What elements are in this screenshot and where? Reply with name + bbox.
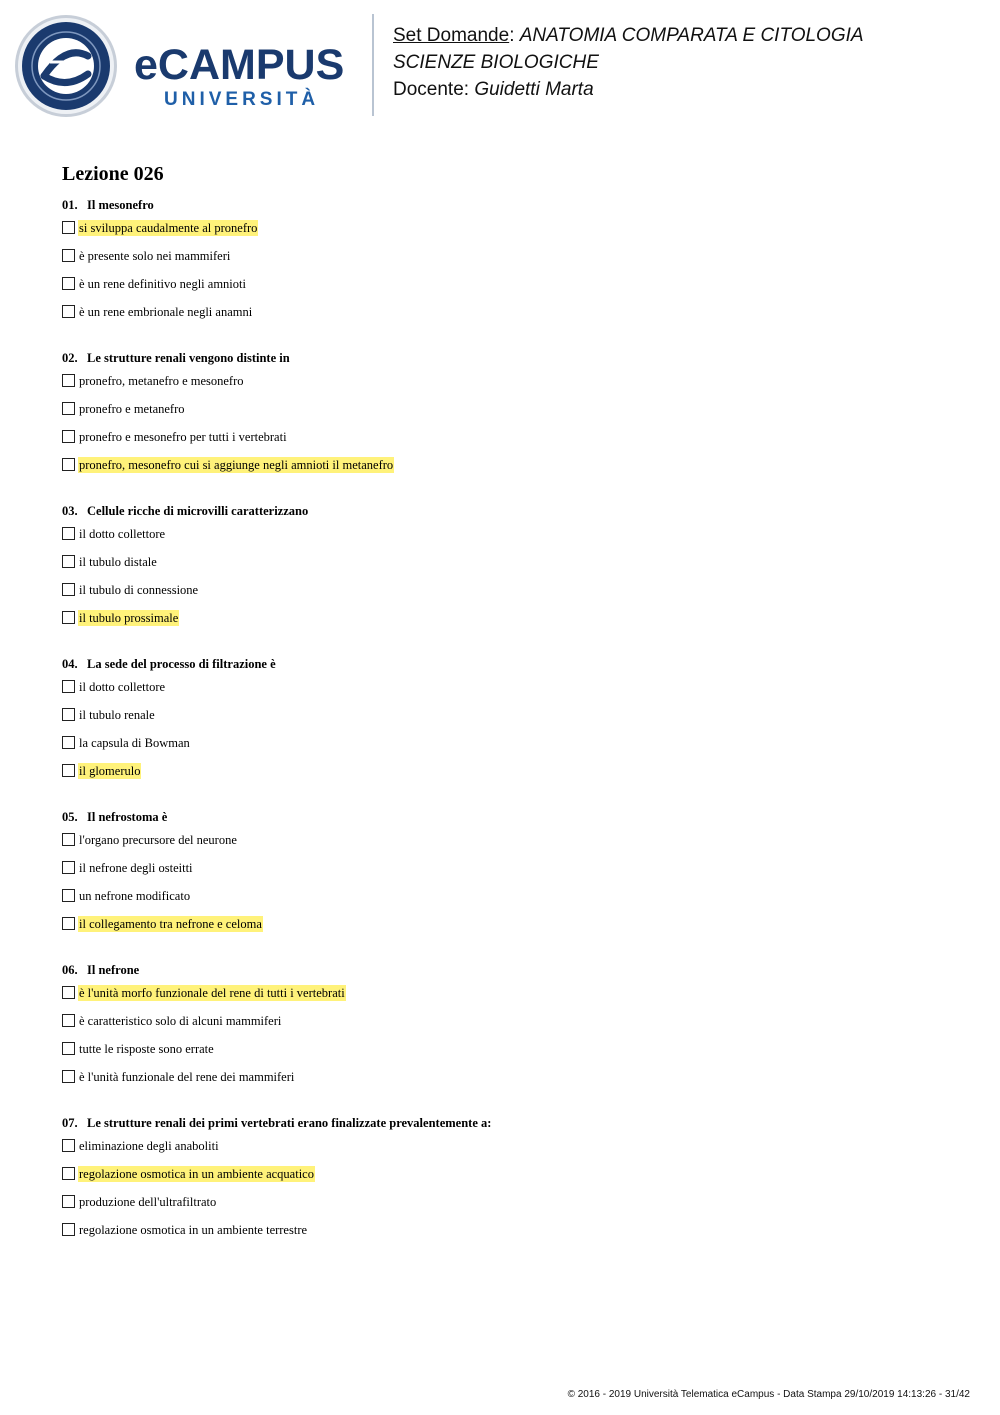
answer-text: è un rene embrionale negli anamni: [79, 305, 253, 319]
answer-text: tutte le risposte sono errate: [79, 1042, 214, 1056]
answer-option: [62, 888, 962, 916]
question-number: 07.: [62, 1116, 78, 1130]
page-footer: © 2016 - 2019 Università Telematica eCampus - Data Stampa 29/10/2019 14:13:26 - 31/42: [567, 1389, 970, 1400]
answer-text: è presente solo nei mammiferi: [79, 249, 231, 263]
question-heading: [62, 809, 962, 825]
answer-text: produzione dell'ultrafiltrato: [79, 1195, 217, 1209]
checkbox-icon[interactable]: [62, 708, 75, 721]
answer-text-highlighted: il tubulo prossimale: [79, 611, 179, 625]
checkbox-icon[interactable]: [62, 611, 75, 624]
answer-text: è un rene definitivo negli amnioti: [79, 277, 246, 291]
answer-text: pronefro e metanefro: [79, 402, 185, 416]
question-heading: [62, 656, 962, 672]
question-list: [62, 160, 962, 1268]
answer-option: [62, 1222, 962, 1250]
answer-option: [62, 860, 962, 888]
answer-option: [62, 304, 962, 332]
question: [62, 656, 962, 791]
answer-option: [62, 1069, 962, 1097]
checkbox-icon[interactable]: [62, 1070, 75, 1083]
teacher-line: [393, 76, 983, 103]
answer-option: [62, 832, 962, 860]
questions-container: [62, 197, 962, 1250]
answer-option: [62, 373, 962, 401]
question: [62, 350, 962, 485]
answer-option: [62, 735, 962, 763]
answer-option: [62, 248, 962, 276]
answer-text: il nefrone degli osteitti: [79, 861, 193, 875]
question-heading: [62, 197, 962, 213]
course-line-2: SCIENZE BIOLOGICHE: [393, 52, 599, 73]
checkbox-icon[interactable]: [62, 583, 75, 596]
question-text: Il mesonefro: [87, 198, 154, 212]
checkbox-icon[interactable]: [62, 889, 75, 902]
answer-text: regolazione osmotica in un ambiente terrestre: [79, 1223, 308, 1237]
answer-option: [62, 457, 962, 485]
answer-text-highlighted: è l'unità morfo funzionale del rene di tutti i vertebrati: [79, 986, 345, 1000]
answer-option: [62, 985, 962, 1013]
set-separator: :: [509, 25, 520, 46]
checkbox-icon[interactable]: [62, 527, 75, 540]
header-info: [393, 22, 983, 103]
answer-option: [62, 1166, 962, 1194]
question-heading: [62, 503, 962, 519]
answer-option: [62, 554, 962, 582]
question: [62, 197, 962, 332]
checkbox-icon[interactable]: [62, 1167, 75, 1180]
answer-text: il dotto collettore: [79, 680, 166, 694]
question-number: 03.: [62, 504, 78, 518]
question-text: Le strutture renali vengono distinte in: [87, 351, 290, 365]
answer-option: [62, 610, 962, 638]
checkbox-icon[interactable]: [62, 861, 75, 874]
checkbox-icon[interactable]: [62, 833, 75, 846]
answer-text-highlighted: il glomerulo: [79, 764, 141, 778]
question: [62, 503, 962, 638]
answer-option: [62, 220, 962, 248]
answer-option: [62, 429, 962, 457]
question: [62, 1115, 962, 1250]
question-heading: [62, 962, 962, 978]
answer-option: [62, 401, 962, 429]
checkbox-icon[interactable]: [62, 1014, 75, 1027]
answer-text: un nefrone modificato: [79, 889, 191, 903]
checkbox-icon[interactable]: [62, 1139, 75, 1152]
ecampus-logo: [14, 14, 364, 118]
checkbox-icon[interactable]: [62, 736, 75, 749]
answer-text: l'organo precursore del neurone: [79, 833, 237, 847]
checkbox-icon[interactable]: [62, 374, 75, 387]
answer-option: [62, 679, 962, 707]
answer-text: il tubulo renale: [79, 708, 155, 722]
answer-option: [62, 582, 962, 610]
question-number: 04.: [62, 657, 78, 671]
answer-text: pronefro, metanefro e mesonefro: [79, 374, 244, 388]
question: [62, 962, 962, 1097]
answer-text: il tubulo di connessione: [79, 583, 199, 597]
question-number: 01.: [62, 198, 78, 212]
question-number: 06.: [62, 963, 78, 977]
checkbox-icon[interactable]: [62, 305, 75, 318]
answer-text-highlighted: si sviluppa caudalmente al pronefro: [79, 221, 258, 235]
answer-text: il dotto collettore: [79, 527, 166, 541]
checkbox-icon[interactable]: [62, 430, 75, 443]
answer-text: la capsula di Bowman: [79, 736, 190, 750]
answer-option: [62, 763, 962, 791]
teacher-label: Docente:: [393, 79, 475, 100]
answer-option: [62, 1041, 962, 1069]
logo-wordmark: eCAMPUS: [134, 41, 345, 89]
question-heading: [62, 1115, 962, 1131]
checkbox-icon[interactable]: [62, 277, 75, 290]
checkbox-icon[interactable]: [62, 458, 75, 471]
answer-text-highlighted: il collegamento tra nefrone e celoma: [79, 917, 262, 931]
question-number: 05.: [62, 810, 78, 824]
answer-option: [62, 276, 962, 304]
question: [62, 809, 962, 944]
university-seal-icon: [14, 14, 118, 118]
course-name: ANATOMIA COMPARATA E CITOLOGIA: [519, 25, 864, 46]
question-text: Le strutture renali dei primi vertebrati erano finalizzate prevalentemente a:: [87, 1116, 492, 1130]
checkbox-icon[interactable]: [62, 1223, 75, 1236]
question-text: Il nefrostoma è: [87, 810, 168, 824]
teacher-name: Guidetti Marta: [474, 79, 594, 100]
lesson-title: Lezione 026: [62, 163, 164, 185]
header-divider: [372, 14, 374, 116]
answer-text: il tubulo distale: [79, 555, 157, 569]
answer-option: [62, 1138, 962, 1166]
answer-text: è caratteristico solo di alcuni mammiferi: [79, 1014, 282, 1028]
checkbox-icon[interactable]: [62, 555, 75, 568]
answer-text: è l'unità funzionale del rene dei mammiferi: [79, 1070, 295, 1084]
checkbox-icon[interactable]: [62, 402, 75, 415]
answer-option: [62, 1013, 962, 1041]
question-text: Il nefrone: [87, 963, 140, 977]
answer-text: eliminazione degli anaboliti: [79, 1139, 219, 1153]
question-number: 02.: [62, 351, 78, 365]
checkbox-icon[interactable]: [62, 221, 75, 234]
question-text: Cellule ricche di microvilli caratterizzano: [87, 504, 309, 518]
checkbox-icon[interactable]: [62, 764, 75, 777]
logo-subtitle: UNIVERSITÀ: [164, 89, 320, 110]
answer-text-highlighted: regolazione osmotica in un ambiente acquatico: [79, 1167, 314, 1181]
answer-text: pronefro e mesonefro per tutti i vertebrati: [79, 430, 287, 444]
answer-option: [62, 526, 962, 554]
question-heading: [62, 350, 962, 366]
checkbox-icon[interactable]: [62, 680, 75, 693]
answer-option: [62, 916, 962, 944]
course-line-1: [393, 22, 983, 49]
checkbox-icon[interactable]: [62, 986, 75, 999]
set-label: Set Domande: [393, 25, 510, 46]
checkbox-icon[interactable]: [62, 249, 75, 262]
answer-option: [62, 707, 962, 735]
checkbox-icon[interactable]: [62, 1195, 75, 1208]
answer-option: [62, 1194, 962, 1222]
checkbox-icon[interactable]: [62, 1042, 75, 1055]
answer-text-highlighted: pronefro, mesonefro cui si aggiunge negli amnioti il metanefro: [79, 458, 394, 472]
checkbox-icon[interactable]: [62, 917, 75, 930]
question-text: La sede del processo di filtrazione è: [87, 657, 276, 671]
